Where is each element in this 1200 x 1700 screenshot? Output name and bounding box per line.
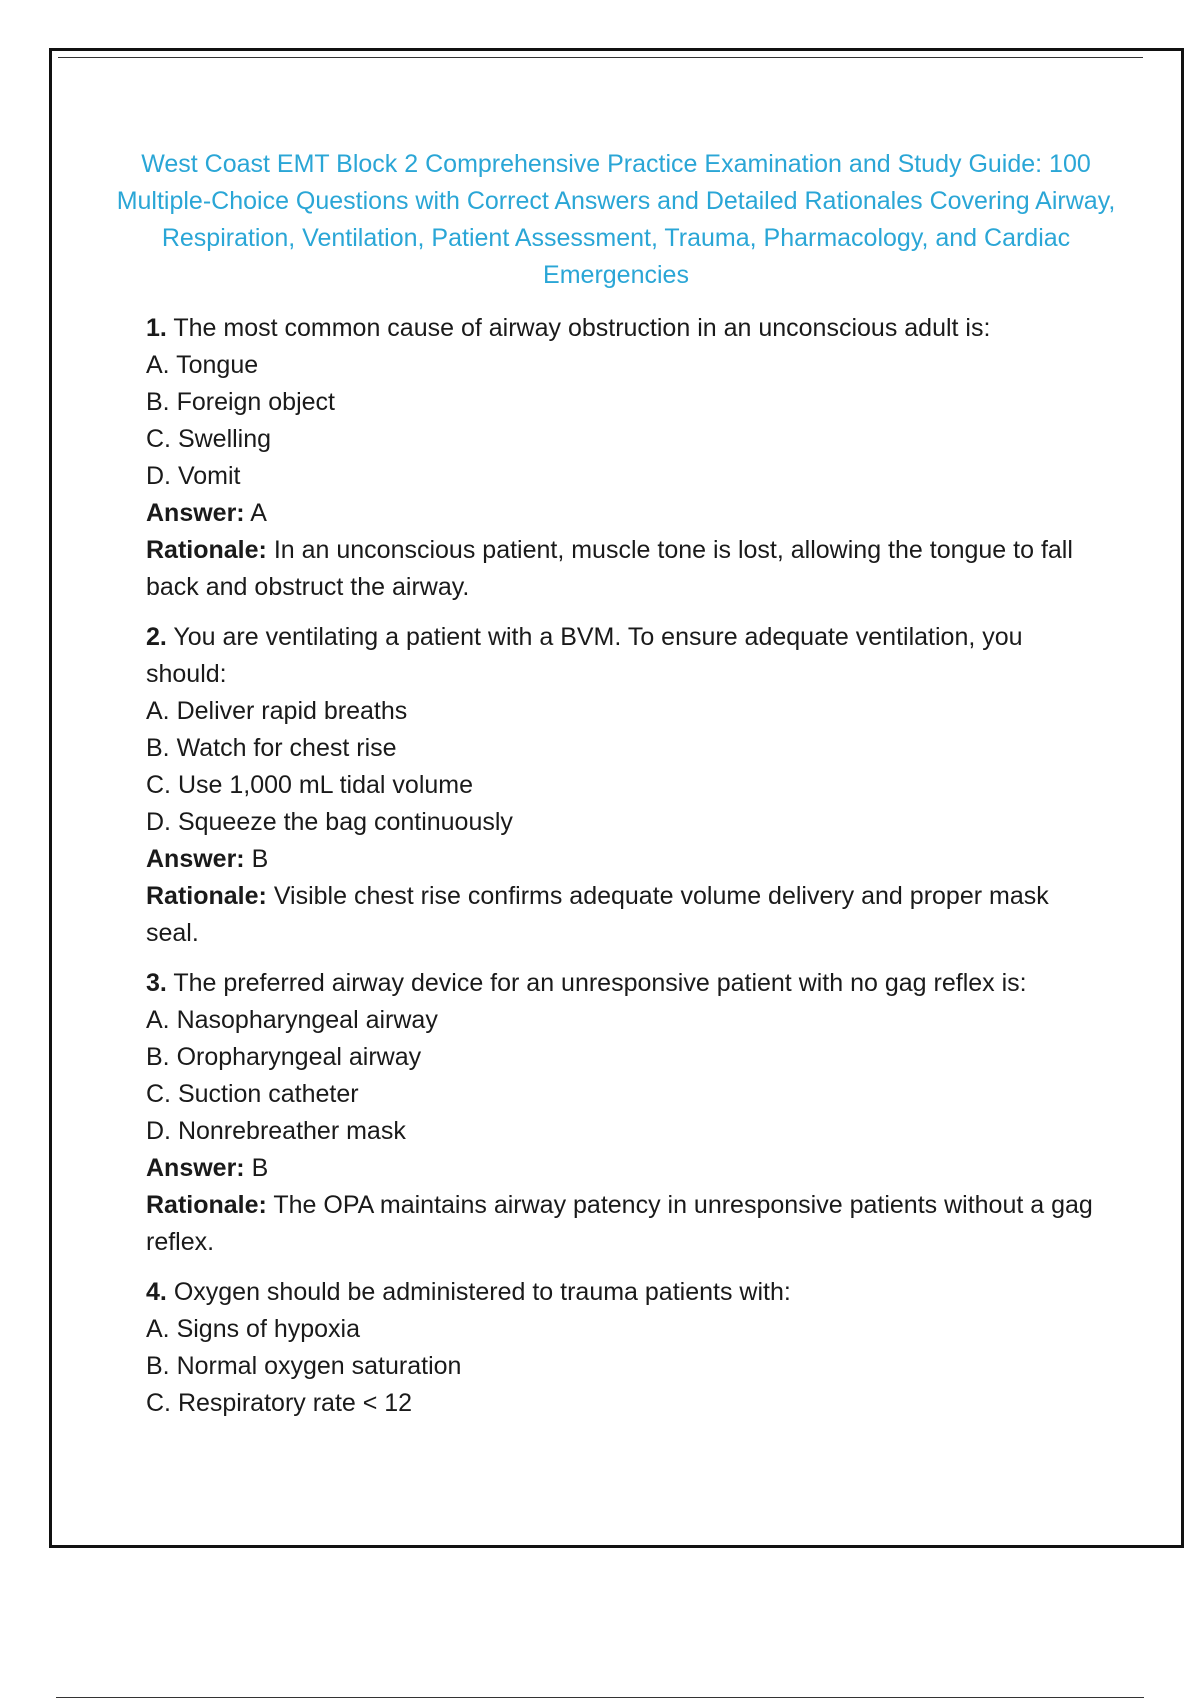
option-c: C. Swelling [146, 425, 272, 453]
rationale-label: Rationale: [146, 882, 267, 910]
option-d: D. Vomit [146, 462, 241, 490]
option-c: C. Use 1,000 mL tidal volume [146, 771, 474, 799]
answer-label: Answer: [146, 499, 245, 527]
question-number: 2. [146, 623, 167, 651]
document-title: West Coast EMT Block 2 Comprehensive Practice Examination and Study Guide: 100 Multiple-Choice Questions with Correct Answers and Detailed Rationales Covering Airway, Respiration, Ventilation, Patient Assessment, Trauma, Pharmacology, and Cardiac Emergencies [116, 150, 1116, 289]
question-text: The most common cause of airway obstruction in an unconscious adult is: [173, 314, 991, 342]
question-stem [146, 1274, 1106, 1311]
rationale [146, 532, 1106, 606]
top-rule [58, 57, 1143, 58]
rationale-label: Rationale: [146, 536, 267, 564]
rationale-text: In an unconscious patient, muscle tone is lost, allowing the tongue to fall back and obstruct the airway. [146, 536, 1073, 601]
question-stem [146, 619, 1106, 693]
option-d: D. Nonrebreather mask [146, 1117, 406, 1145]
answer-line [146, 495, 1106, 532]
answer-value: A [250, 499, 267, 527]
option-c: C. Respiratory rate < 12 [146, 1389, 413, 1417]
answer-line [146, 1150, 1106, 1187]
answer-line [146, 841, 1106, 878]
question-1 [146, 310, 1106, 606]
option-b: B. Normal oxygen saturation [146, 1352, 462, 1380]
answer-value: B [251, 845, 269, 873]
answer-value: B [251, 1154, 269, 1182]
rationale-label: Rationale: [146, 1191, 267, 1219]
option-b: B. Foreign object [146, 388, 335, 416]
option-d: D. Squeeze the bag continuously [146, 808, 513, 836]
question-2 [146, 619, 1106, 952]
rationale-text: The OPA maintains airway patency in unresponsive patients without a gag reflex. [146, 1191, 1093, 1256]
rationale-text: Visible chest rise confirms adequate volume delivery and proper mask seal. [146, 882, 1049, 947]
option-b: B. Watch for chest rise [146, 734, 397, 762]
bottom-rule [56, 1697, 1144, 1698]
question-number: 4. [146, 1278, 167, 1306]
question-number: 3. [146, 969, 167, 997]
rationale [146, 878, 1106, 952]
option-a: A. Signs of hypoxia [146, 1315, 361, 1343]
rationale [146, 1187, 1106, 1261]
answer-label: Answer: [146, 845, 245, 873]
question-stem [146, 965, 1106, 1002]
option-b: B. Oropharyngeal airway [146, 1043, 422, 1071]
question-number: 1. [146, 314, 167, 342]
option-a: A. Tongue [146, 351, 259, 379]
option-a: A. Deliver rapid breaths [146, 697, 408, 725]
question-stem [146, 310, 1106, 347]
question-text: Oxygen should be administered to trauma patients with: [173, 1278, 791, 1306]
question-list [146, 310, 1106, 1435]
option-a: A. Nasopharyngeal airway [146, 1006, 438, 1034]
answer-label: Answer: [146, 1154, 245, 1182]
question-text: You are ventilating a patient with a BVM. To ensure adequate ventilation, you should: [146, 623, 1023, 688]
question-3 [146, 965, 1106, 1261]
option-c: C. Suction catheter [146, 1080, 359, 1108]
question-4 [146, 1274, 1106, 1422]
question-text: The preferred airway device for an unresponsive patient with no gag reflex is: [173, 969, 1027, 997]
